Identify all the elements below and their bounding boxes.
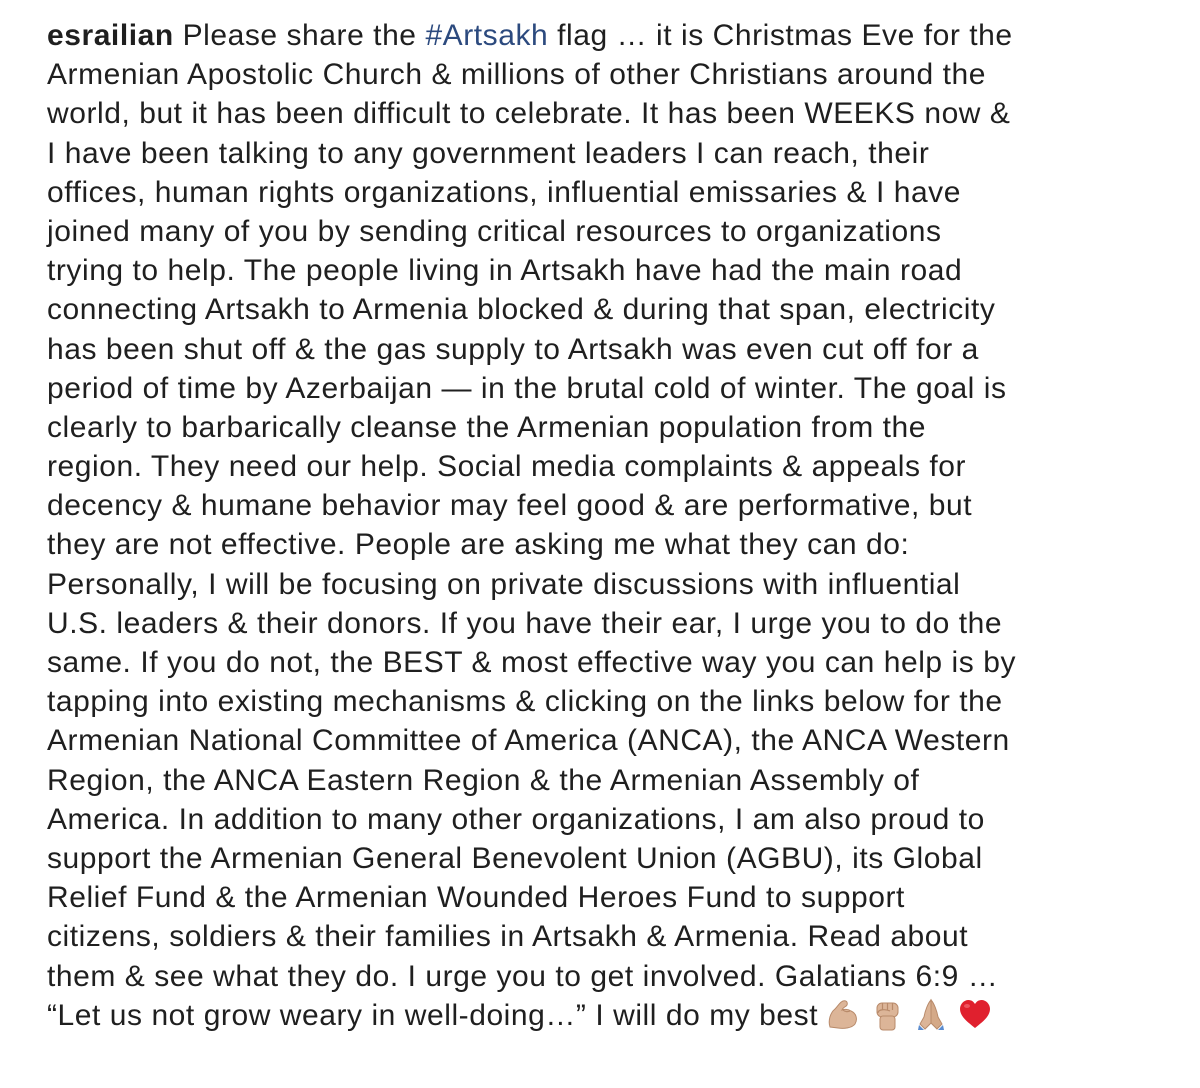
caption-line: Relief Fund & the Armenian Wounded Heroes Fund to support <box>47 881 905 915</box>
raised-fist-icon <box>868 997 906 1031</box>
red-heart-icon <box>956 997 994 1031</box>
caption-text: Please share the <box>182 19 426 52</box>
caption-line: support the Armenian General Benevolent Union (AGBU), its Global <box>47 841 983 875</box>
caption-line: tapping into existing mechanisms & clicking on the links below for the <box>47 685 1003 719</box>
hashtag-link[interactable]: #Artsakh <box>425 19 549 52</box>
caption-line: world, but it has been difficult to celebrate. It has been WEEKS now & <box>47 97 1011 131</box>
caption-line: Armenian National Committee of America (ANCA), the ANCA Western <box>47 724 1010 758</box>
caption-line: they are not effective. People are asking me what they can do: <box>47 528 910 562</box>
caption-line <box>47 996 1177 1035</box>
caption-line: has been shut off & the gas supply to Artsakh was even cut off for a <box>47 332 979 366</box>
caption-line: joined many of you by sending critical resources to organizations <box>47 214 942 248</box>
caption-text: “Let us not grow weary in well-doing…” I will do my best <box>47 998 819 1032</box>
caption-line <box>47 16 1177 55</box>
caption-line: clearly to barbarically cleanse the Armenian population from the <box>47 410 926 444</box>
caption-line: citizens, soldiers & their families in Artsakh & Armenia. Read about <box>47 920 969 954</box>
caption-line: connecting Artsakh to Armenia blocked & during that span, electricity <box>47 293 996 327</box>
caption-text: flag … it is Christmas Eve for the <box>548 19 1013 52</box>
caption-line: period of time by Azerbaijan — in the brutal cold of winter. The goal is <box>47 371 1007 405</box>
caption-line: Region, the ANCA Eastern Region & the Armenian Assembly of <box>47 763 920 797</box>
caption-line: decency & humane behavior may feel good & are performative, but <box>47 489 973 523</box>
caption-line: same. If you do not, the BEST & most effective way you can help is by <box>47 646 1016 679</box>
flexed-biceps-icon <box>824 997 862 1031</box>
caption-line: Personally, I will be focusing on private discussions with influential <box>47 567 961 601</box>
caption-line: I have been talking to any government leaders I can reach, their <box>47 136 930 170</box>
caption-line: America. In addition to many other organizations, I am also proud to <box>47 802 985 836</box>
caption-line: trying to help. The people living in Artsakh have had the main road <box>47 254 963 288</box>
caption-line: U.S. leaders & their donors. If you have their ear, I urge you to do the <box>47 606 1003 640</box>
username-link[interactable]: esrailian <box>47 19 174 52</box>
caption-line: region. They need our help. Social media complaints & appeals for <box>47 450 967 484</box>
post-caption <box>47 16 1177 1035</box>
caption-line: Armenian Apostolic Church & millions of other Christians around the <box>47 58 986 92</box>
caption-line: them & see what they do. I urge you to get involved. Galatians 6:9 … <box>47 959 999 993</box>
folded-hands-icon <box>912 997 950 1031</box>
caption-line: offices, human rights organizations, influential emissaries & I have <box>47 175 961 209</box>
